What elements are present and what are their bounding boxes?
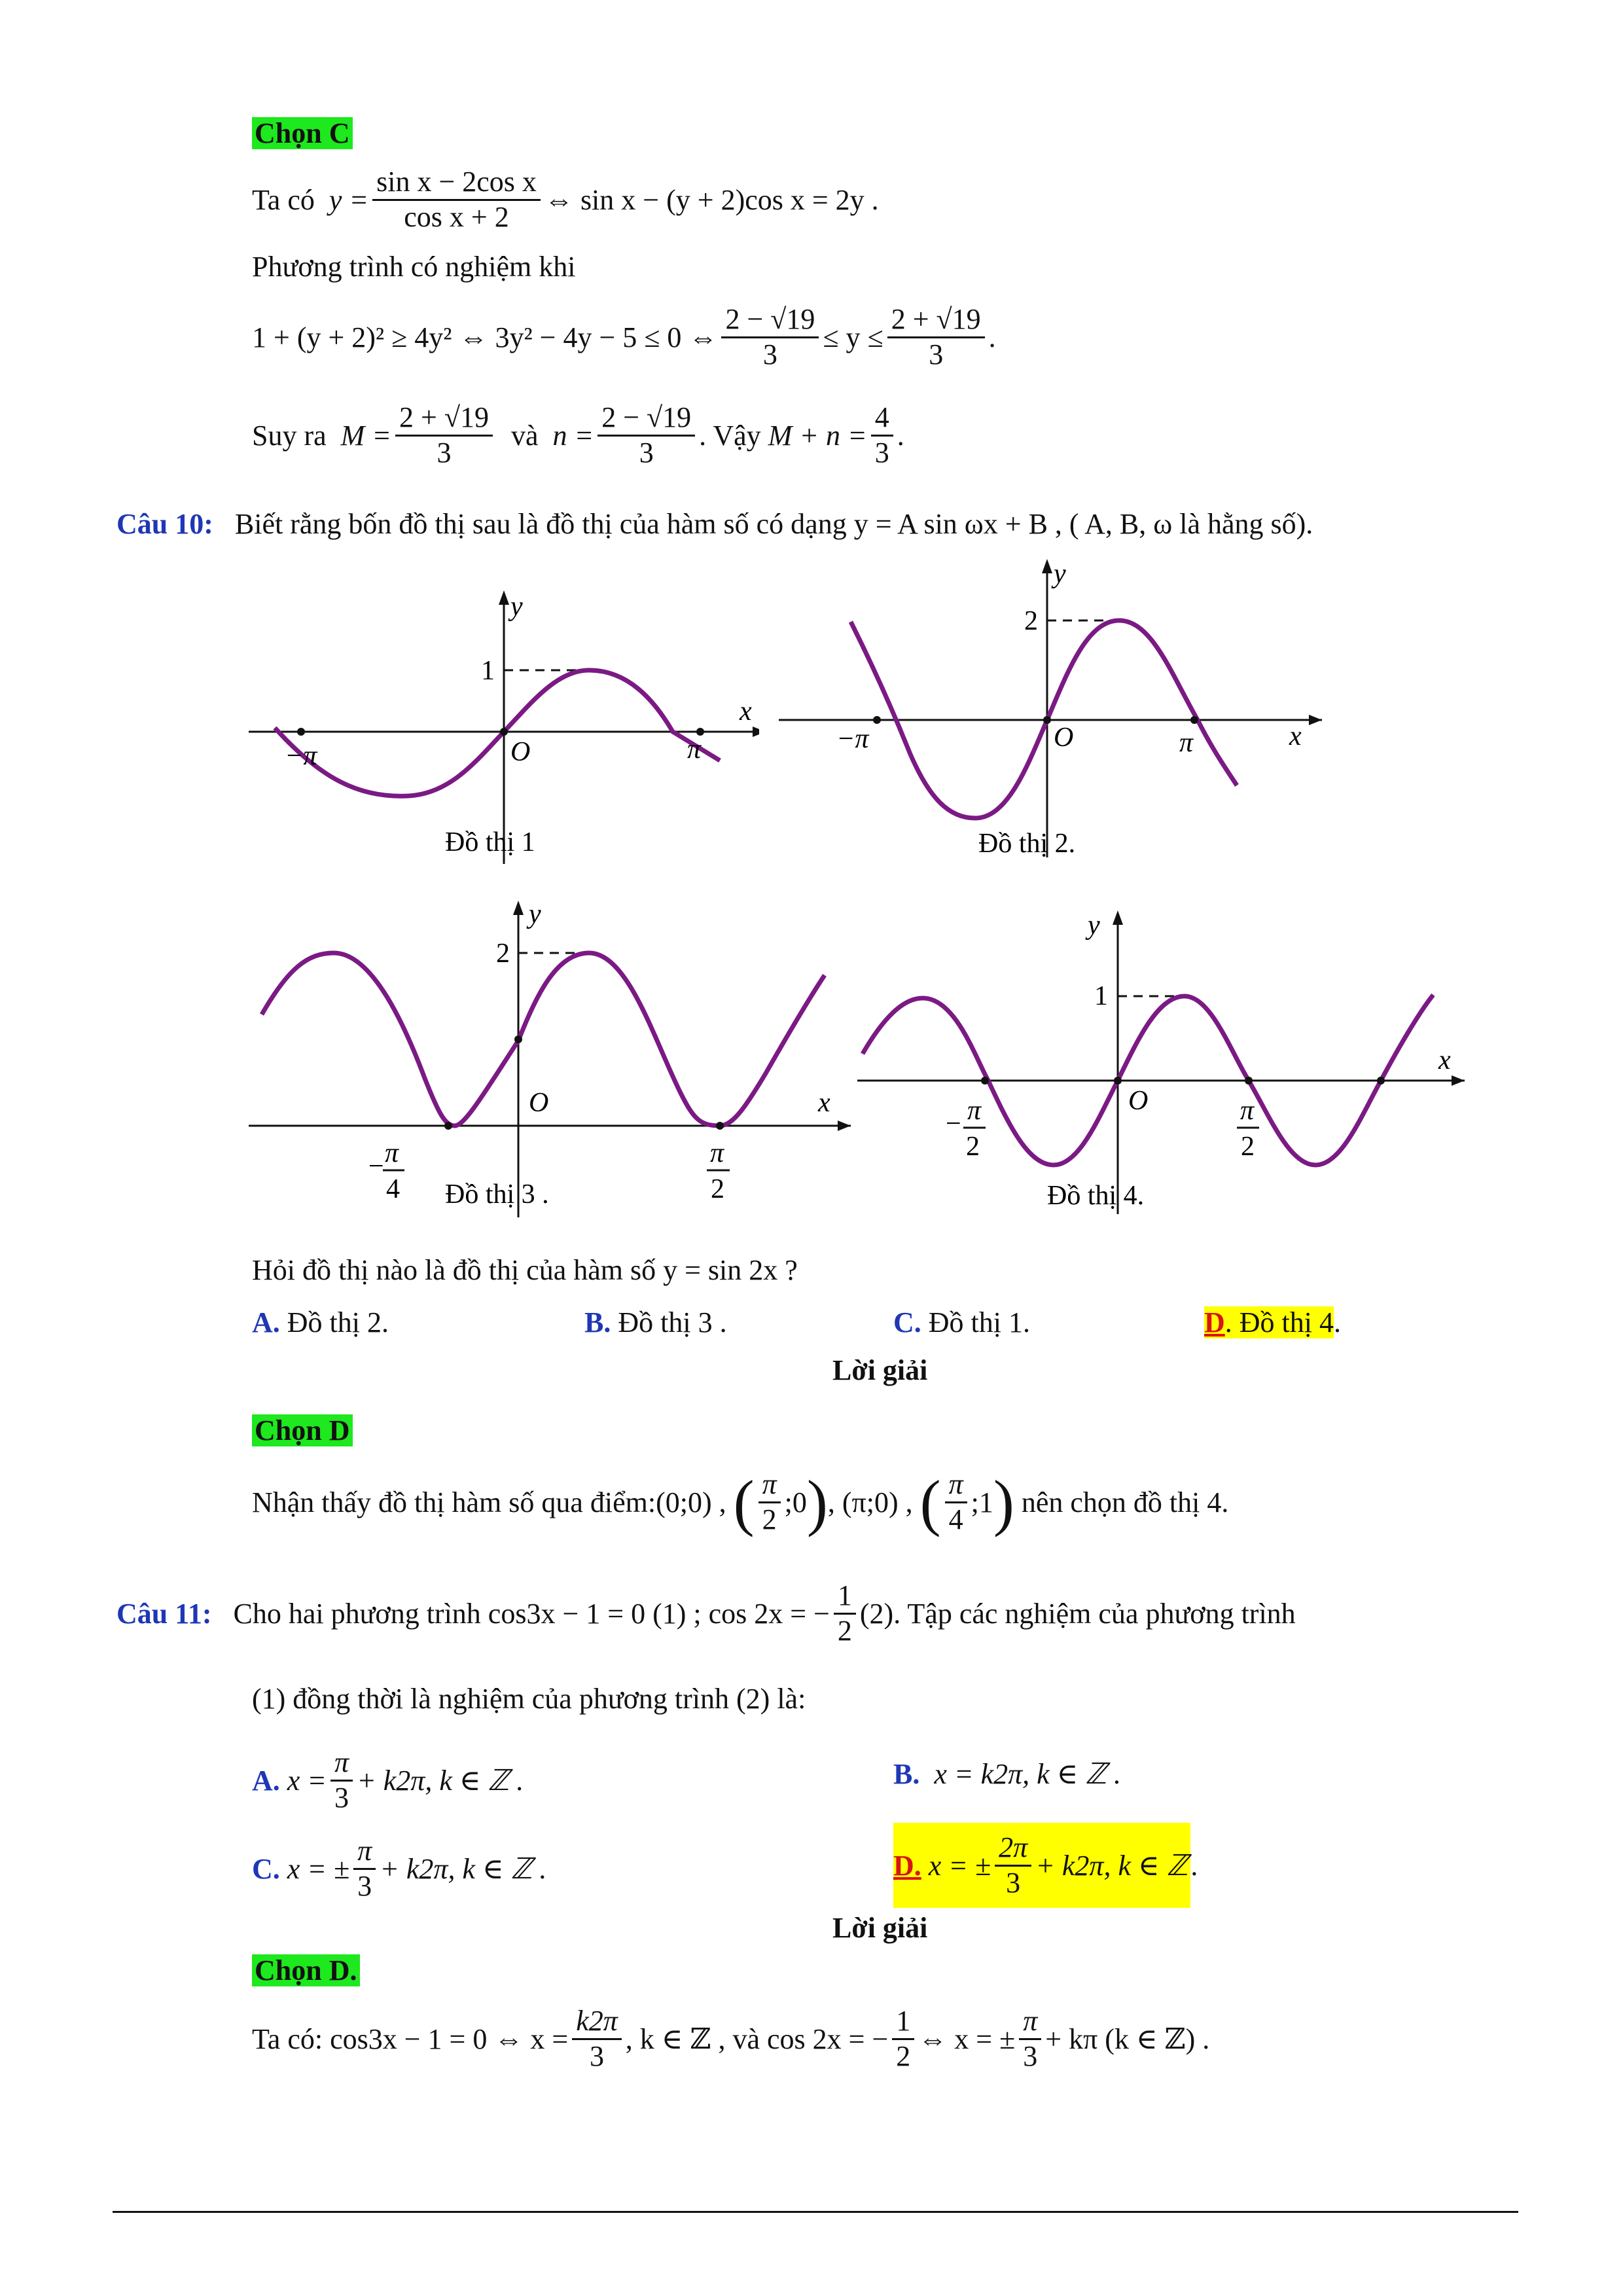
point xyxy=(1245,1077,1253,1085)
chon-d-badge: Chọn D xyxy=(252,1414,353,1447)
q11-option-d: D. x = ± $\frac{2\pi}{3}$ + k2π, k ∈ ℤ . xyxy=(893,1823,1198,1908)
point xyxy=(873,716,881,724)
x-label: x xyxy=(1289,721,1302,751)
graph-caption: Đồ thị 4. xyxy=(1047,1181,1145,1211)
fraction: $\frac{2\pi}{3}$ xyxy=(995,1831,1031,1899)
q11-line2: (1) đồng thời là nghiệm của phương trình (2) là: xyxy=(252,1683,806,1715)
origin-label: O xyxy=(1128,1086,1149,1116)
y-label: y xyxy=(529,899,541,929)
x-axis-arrow-icon xyxy=(1309,715,1322,725)
y-label: y xyxy=(1054,559,1066,589)
origin-label: O xyxy=(529,1088,549,1118)
fraction: $\frac{\pi}{2}$ xyxy=(758,1468,781,1536)
tick-left-den: 4 xyxy=(386,1174,400,1204)
graph-2 xyxy=(779,556,1329,870)
x-label: x xyxy=(740,696,752,726)
point xyxy=(1114,1077,1122,1085)
point xyxy=(981,1077,989,1085)
graph-1 xyxy=(249,589,759,877)
q10-option-c: C. Đồ thị 1. xyxy=(893,1306,1031,1338)
fraction: $\frac{\pi}{3}$ xyxy=(330,1746,353,1814)
fraction: $\frac{4}{3}$ xyxy=(871,401,893,469)
q10-header: Câu 10: Biết rằng bốn đồ thị sau là đồ thị của hàm số có dạng y = A sin ωx + B , ( A, B, ω là hằng số). xyxy=(116,508,1313,540)
q10-option-a: A. Đồ thị 2. xyxy=(252,1306,389,1338)
graph-caption: Đồ thị 3 . xyxy=(445,1179,549,1210)
fraction: $\frac{\text{sin x − 2cos x}}{\text{cos x + 2}}$ xyxy=(372,166,541,234)
y-axis-arrow-icon xyxy=(513,901,524,915)
fraction: $\frac{k2\pi}{3}$ xyxy=(572,2005,622,2073)
q10-question: Hỏi đồ thị nào là đồ thị của hàm số y = sin 2x ? xyxy=(252,1254,798,1286)
chon-c-badge: Chọn C xyxy=(252,117,353,150)
q10-option-d: D. Đồ thị 4. xyxy=(1204,1306,1342,1338)
y-label: y xyxy=(510,592,523,622)
tick-right-num: π xyxy=(710,1138,724,1168)
chon-d-badge-2: Chọn D. xyxy=(252,1954,360,1987)
tick-right: π xyxy=(687,734,702,764)
q9-line3: 1 + (y + 2)² ≥ 4y² ⇔ 3y² − 4y − 5 ≤ 0 ⇔ $\frac{2 - √19}{3}$ ≤ y ≤ $\frac{2 + √19}{3}$ . xyxy=(252,302,996,370)
fraction: $\frac{\pi}{3}$ xyxy=(1019,2005,1041,2073)
point xyxy=(297,728,305,736)
q10-option-b: B. Đồ thị 3 . xyxy=(584,1306,727,1338)
fraction: $\frac{\pi}{4}$ xyxy=(945,1468,967,1536)
tick-right-den: 2 xyxy=(1241,1132,1255,1162)
tick-left-num: π xyxy=(385,1138,399,1168)
fraction: $\frac{2 + √19}{3}$ xyxy=(395,401,493,469)
q9-line4: Suy ra M = $\frac{2 + √19}{3}$ và n = $\frac{2 - √19}{3}$ . Vậy M + n = $\frac{4}{3}$ . xyxy=(252,401,904,469)
q10-solution: Nhận thấy đồ thị hàm số qua điểm: (0;0) , ( $\frac{\pi}{2}$ ;0 ) , (π;0) , ( $\frac{\pi}{4}$ ;1 ) nên chọn đồ thị 4. xyxy=(252,1467,1229,1537)
tick-top: 2 xyxy=(1024,606,1038,636)
tick-left: −π xyxy=(836,724,869,754)
x-label: x xyxy=(818,1088,830,1118)
y-axis-arrow-icon xyxy=(499,590,509,605)
point xyxy=(514,1035,522,1043)
point xyxy=(1043,716,1051,724)
point xyxy=(444,1122,452,1130)
graph-caption: Đồ thị 1 xyxy=(445,827,535,857)
tick-left-sign: − xyxy=(368,1151,384,1181)
tick-right: π xyxy=(1179,728,1194,758)
fraction: $\frac{1}{2}$ xyxy=(834,1579,856,1647)
tick-top: 1 xyxy=(481,656,495,686)
tick-right-den: 2 xyxy=(711,1174,724,1204)
q11-option-c: C. x = ± $\frac{\pi}{3}$ + k2π, k ∈ ℤ . xyxy=(252,1834,547,1902)
q11-line1: Câu 11: Cho hai phương trình cos3x − 1 = 0 (1) ; cos 2x = − $\frac{1}{2}$ (2). Tập các nghiệm của phương trình xyxy=(116,1579,1296,1647)
sine-curve xyxy=(275,670,720,796)
point xyxy=(1190,716,1198,724)
tick-left-num: π xyxy=(967,1096,982,1126)
tick-top: 1 xyxy=(1094,981,1108,1011)
origin-label: O xyxy=(1054,723,1074,753)
tick-left-sign: − xyxy=(946,1109,961,1139)
x-label: x xyxy=(1438,1045,1451,1075)
graph-3 xyxy=(249,897,864,1224)
q9-line2: Phương trình có nghiệm khi xyxy=(252,251,576,283)
fraction: $\frac{2 - √19}{3}$ xyxy=(721,303,819,371)
y-axis-arrow-icon xyxy=(1042,559,1052,573)
q11-option-b: B. x = k2π, k ∈ ℤ . xyxy=(893,1758,1122,1790)
footer-rule xyxy=(113,2211,1518,2213)
tick-left-den: 2 xyxy=(966,1132,980,1162)
fraction: $\frac{\pi}{3}$ xyxy=(353,1835,376,1903)
point xyxy=(500,728,508,736)
y-axis-arrow-icon xyxy=(1113,910,1123,925)
tick-right-num: π xyxy=(1240,1096,1255,1126)
fraction: $\frac{1}{2}$ xyxy=(892,2005,914,2073)
point xyxy=(716,1122,724,1130)
graph-caption: Đồ thị 2. xyxy=(978,829,1076,859)
x-axis-arrow-icon xyxy=(1452,1075,1465,1086)
tick-top: 2 xyxy=(496,939,510,969)
q11-solution: Ta có: cos3x − 1 = 0 ⇔ x = $\frac{k2\pi}{3}$ , k ∈ ℤ , và cos 2x = − $\frac{1}{2}$ ⇔ x = ± $\frac{\pi}{3}$ + kπ (k ∈ ℤ) . xyxy=(252,2004,1210,2072)
tick-left: −π xyxy=(285,741,317,771)
loi-giai-heading: Lời giải xyxy=(832,1354,928,1386)
x-axis-arrow-icon xyxy=(753,726,759,737)
y-label: y xyxy=(1088,910,1100,941)
point xyxy=(1377,1077,1385,1085)
fraction: $\frac{2 + √19}{3}$ xyxy=(887,303,985,371)
q11-option-a: A. x = $\frac{\pi}{3}$ + k2π, k ∈ ℤ . xyxy=(252,1746,524,1814)
graph-4 xyxy=(857,906,1472,1227)
loi-giai-heading: Lời giải xyxy=(832,1912,928,1944)
origin-label: O xyxy=(510,737,531,767)
q9-line1: Ta có y = $\frac{\text{sin x − 2cos x}}{\text{cos x + 2}}$ ⇔ sin x − (y + 2)cos x = 2y . xyxy=(252,165,879,233)
fraction: $\frac{2 - √19}{3}$ xyxy=(597,401,695,469)
x-axis-arrow-icon xyxy=(838,1121,851,1131)
